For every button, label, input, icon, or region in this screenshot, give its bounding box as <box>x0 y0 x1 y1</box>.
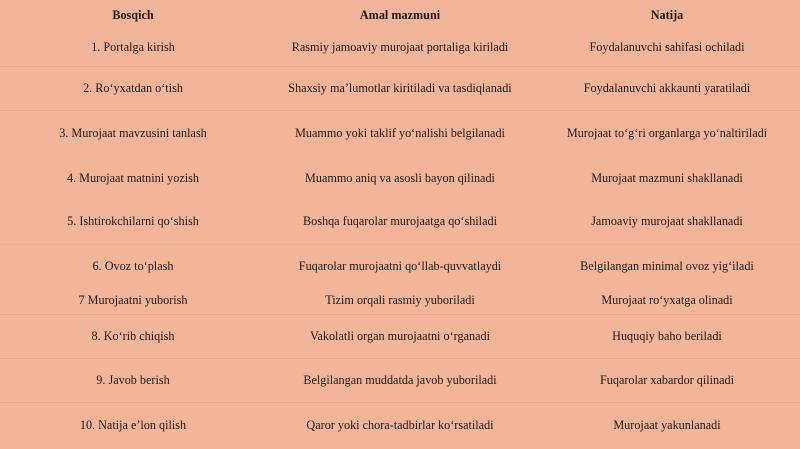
action-cell: Boshqa fuqarolar murojaatga qo‘shiladi <box>303 214 497 229</box>
result-cell: Belgilangan minimal ovoz yig‘iladi <box>534 244 800 288</box>
header-action: Amal mazmuni <box>359 7 441 22</box>
result-cell: Murojaat yakunlanadi <box>534 402 800 448</box>
result-cell: Murojaat mazmuni shakllanadi <box>591 170 743 185</box>
header-result: Natija <box>650 7 684 22</box>
result-cell: Fuqarolar xabardor qilinadi <box>534 358 800 402</box>
result-cell: Jamoaviy murojaat shakllanadi <box>591 214 743 229</box>
stage-cell: 6. Ovoz to‘plash <box>0 244 266 288</box>
result-cell: Huquqiy baho beriladi <box>534 314 800 358</box>
action-cell: Muammo yoki taklif yo‘nalishi belgilanadi <box>266 110 534 156</box>
table-row <box>0 358 800 402</box>
table-row <box>0 244 800 288</box>
stage-cell: 2. Ro‘yxatdan o‘tish <box>0 66 266 110</box>
action-cell: Shaxsiy ma’lumotlar kiritiladi va tasdiqlanadi <box>266 66 534 110</box>
table-row <box>0 288 800 314</box>
action-cell: Vakolatli organ murojaatni o‘rganadi <box>266 314 534 358</box>
result-cell: Murojaat to‘g‘ri organlarga yo‘naltiriladi <box>534 110 800 156</box>
stage-cell: 10. Natija e’lon qilish <box>0 402 266 448</box>
stage-cell: 5. Ishtirokchilarni qo‘shish <box>67 214 199 229</box>
action-cell: Muammo aniq va asosli bayon qilinadi <box>305 170 495 185</box>
action-cell: Qaror yoki chora-tadbirlar ko‘rsatiladi <box>266 402 534 448</box>
stage-cell: 9. Javob berish <box>0 358 266 402</box>
table-row <box>0 402 800 448</box>
table-row <box>0 66 800 110</box>
table-row <box>0 156 800 200</box>
result-cell: Murojaat ro‘yxatga olinadi <box>601 293 733 308</box>
action-cell: Rasmiy jamoaviy murojaat portaliga kiriladi <box>291 40 509 55</box>
table-row <box>0 110 800 156</box>
table-row <box>0 314 800 358</box>
header-stage: Bosqich <box>112 7 154 22</box>
action-cell: Belgilangan muddatda javob yuboriladi <box>266 358 534 402</box>
stage-cell: 8. Ko‘rib chiqish <box>0 314 266 358</box>
stage-cell: 3. Murojaat mavzusini tanlash <box>0 110 266 156</box>
table-row <box>0 200 800 244</box>
result-cell: Foydalanuvchi akkaunti yaratiladi <box>534 66 800 110</box>
result-cell: Foydalanuvchi sahifasi ochiladi <box>589 40 745 55</box>
stage-cell: 7 Murojaatni yuborish <box>78 293 188 308</box>
stage-cell: 1. Portalga kirish <box>91 40 175 55</box>
action-cell: Tizim orqali rasmiy yuboriladi <box>325 293 475 308</box>
table-header-row <box>0 0 800 30</box>
table-row <box>0 30 800 66</box>
action-cell: Fuqarolar murojaatni qo‘llab-quvvatlaydi <box>266 244 534 288</box>
stage-cell: 4. Murojaat matnini yozish <box>66 170 199 185</box>
